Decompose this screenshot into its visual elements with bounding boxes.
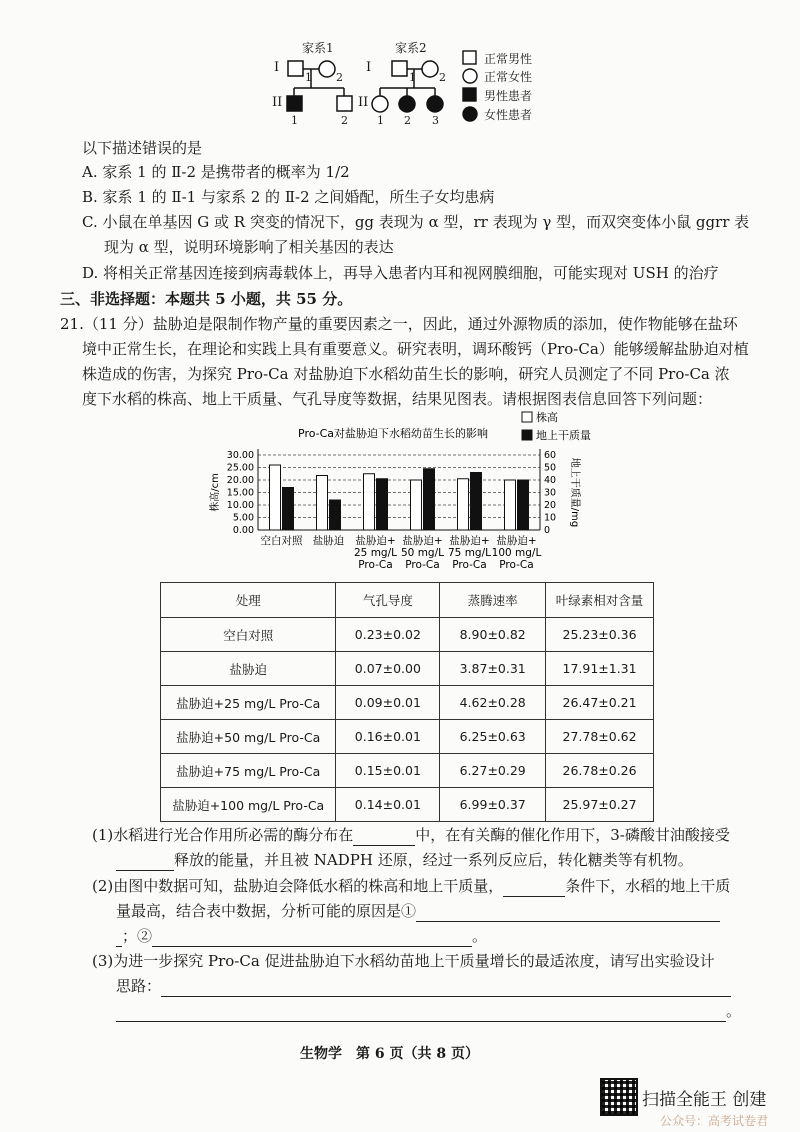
f2-gen-II-label: II [358, 95, 369, 110]
category-label: 盐胁迫+ [355, 535, 396, 547]
category-label: 盐胁迫+ [449, 535, 490, 547]
category-label: Pro-Ca [499, 559, 534, 571]
q20-stem: 以下描述错误的是 [82, 139, 203, 157]
table-row [161, 754, 654, 788]
chart-svg [200, 410, 610, 575]
f1-gen-I-label: I [274, 60, 280, 75]
f1-I2-normal-female [319, 61, 335, 77]
q21-line-4: 度下水稻的株高、地上干质量、气孔导度等数据，结果见图表。请根据图表信息回答下列问题： [82, 390, 713, 408]
bar-mass [377, 479, 388, 530]
left-axis-label: 株高/cm [210, 473, 221, 512]
legend-normal-male-icon [463, 51, 476, 64]
bar-mass [471, 473, 482, 531]
watermark: 公众号：高考试卷君 [660, 1114, 769, 1128]
q21-2-blank-4[interactable] [152, 928, 472, 947]
category-label: 盐胁迫+ [496, 535, 537, 547]
cell-transpiration: 6.27±0.29 [440, 754, 546, 788]
qr-code-icon [600, 1078, 638, 1116]
q21-3-line-2: 思路： [116, 975, 731, 997]
table-row [161, 686, 654, 720]
right-tick-label: 30 [544, 487, 557, 499]
cell-treatment: 盐胁迫 [161, 652, 336, 686]
legend-mass-swatch [522, 430, 532, 440]
q21-3-blank-1[interactable] [161, 978, 731, 997]
q21-1-line-2: 释放的能量，并且被 NADPH 还原，经过一系列反应后，转化糖类等有机物。 [116, 849, 693, 871]
f2-II1-num: 1 [377, 114, 384, 127]
table-row [161, 788, 654, 822]
cell-stomatal: 0.15±0.01 [336, 754, 440, 788]
cell-treatment: 盐胁迫+75 mg/L Pro-Ca [161, 754, 336, 788]
left-tick-label: 0.00 [232, 525, 254, 536]
cell-chlorophyll: 25.23±0.36 [546, 618, 654, 652]
cell-chlorophyll: 27.78±0.62 [546, 720, 654, 754]
right-tick-label: 20 [544, 500, 557, 511]
category-label: 75 mg/L [448, 547, 491, 559]
f1-II1-num: 1 [291, 114, 298, 127]
right-tick-label: 40 [544, 475, 557, 486]
q21-3-blank-2[interactable] [116, 1003, 726, 1022]
bar-mass [518, 480, 529, 530]
legend-height-swatch [522, 412, 532, 422]
q21-1-blank-2[interactable] [116, 852, 174, 871]
legend-normal-female: 正常女性 [484, 70, 533, 84]
category-label: 空白对照 [260, 535, 303, 547]
category-label: 盐胁迫+ [402, 535, 443, 547]
legend-affected-male: 男性患者 [484, 89, 533, 103]
legend-normal-female-icon [463, 69, 477, 83]
table-row [161, 652, 654, 686]
q20-option-d: D. 将相关正常基因连接到病毒载体上，再导入患者内耳和视网膜细胞，可能实现对 USH 的治疗 [82, 264, 719, 282]
f2-II3-affected-female [427, 96, 443, 112]
right-axis-label: 地上干质量/mg [569, 457, 580, 528]
q21-2-line-3: ；② 。 [116, 925, 487, 947]
bar-height [505, 480, 516, 530]
legend-height-label: 株高 [536, 411, 558, 424]
header-transpiration-rate: 蒸腾速率 [440, 583, 546, 618]
category-label: 25 mg/L [354, 547, 397, 559]
cell-chlorophyll: 25.97±0.27 [546, 788, 654, 822]
cell-transpiration: 4.62±0.28 [440, 686, 546, 720]
f1-I2-num: 2 [336, 71, 343, 84]
bar-mass [424, 469, 435, 530]
bar-height [317, 476, 328, 531]
cell-treatment: 盐胁迫+100 mg/L Pro-Ca [161, 788, 336, 822]
category-label: 50 mg/L [401, 547, 444, 559]
family2-title: 家系2 [395, 41, 427, 55]
bar-mass [330, 500, 341, 530]
family1-title: 家系1 [302, 41, 334, 55]
f2-I1-num: 1 [409, 71, 416, 84]
q21-3-line-1: (3)为进一步探究 Pro-Ca 促进盐胁迫下水稻幼苗地上干质量增长的最适浓度，请写出实验设计 [92, 952, 715, 970]
f1-II1-affected-male [287, 96, 302, 111]
table-header-row [161, 583, 654, 618]
category-label: Pro-Ca [452, 559, 487, 571]
cell-treatment: 盐胁迫+25 mg/L Pro-Ca [161, 686, 336, 720]
chart-title: Pro-Ca对盐胁迫下水稻幼苗生长的影响 [298, 427, 489, 440]
f2-II2-num: 2 [404, 114, 411, 127]
cell-chlorophyll: 26.78±0.26 [546, 754, 654, 788]
f2-II1-normal-female [372, 96, 388, 112]
bar-chart [200, 410, 610, 575]
f1-gen-II-label: II [272, 95, 283, 110]
f2-II3-num: 3 [432, 114, 439, 127]
q21-2-line-2: 量最高，结合表中数据，分析可能的原因是① [116, 900, 720, 922]
cell-chlorophyll: 26.47±0.21 [546, 686, 654, 720]
cell-treatment: 盐胁迫+50 mg/L Pro-Ca [161, 720, 336, 754]
category-label: Pro-Ca [358, 559, 393, 571]
cell-transpiration: 8.90±0.82 [440, 618, 546, 652]
bar-height [411, 480, 422, 530]
f2-gen-I-label: I [366, 60, 372, 75]
cell-treatment: 空白对照 [161, 618, 336, 652]
f2-I2-normal-female [422, 61, 438, 77]
f2-I2-num: 2 [439, 71, 446, 84]
cell-chlorophyll: 17.91±1.31 [546, 652, 654, 686]
q21-2-line-1: (2)由图中数据可知，盐胁迫会降低水稻的株高和地上干质量， 条件下，水稻的地上干质 [92, 877, 731, 895]
right-tick-label: 50 [544, 462, 557, 474]
left-tick-label: 10.00 [226, 500, 254, 511]
f2-I1-normal-male [392, 61, 407, 76]
section-3-heading: 三、非选择题：本题共 5 小题，共 55 分。 [60, 290, 353, 308]
left-tick-label: 30.00 [226, 450, 254, 461]
bar-mass [283, 488, 294, 531]
category-label: Pro-Ca [405, 559, 440, 571]
category-label: 100 mg/L [491, 547, 542, 559]
q21-2-blank-1[interactable] [503, 878, 565, 897]
cell-transpiration: 3.87±0.31 [440, 652, 546, 686]
q21-1-line-1: (1)水稻进行光合作用所必需的酶分布在 中，在有关酶的催化作用下，3-磷酸甘油酸接受 [92, 826, 730, 844]
bar-height [270, 465, 281, 530]
category-label: 盐胁迫 [312, 535, 345, 547]
q21-1-blank-1[interactable] [353, 827, 415, 846]
right-tick-label: 0 [544, 525, 551, 536]
cell-transpiration: 6.99±0.37 [440, 788, 546, 822]
cell-stomatal: 0.14±0.01 [336, 788, 440, 822]
data-table [160, 582, 654, 822]
q20-option-a: A. 家系 1 的 Ⅱ-2 是携带者的概率为 1/2 [82, 163, 350, 181]
legend-mass-label: 地上干质量 [536, 429, 591, 442]
left-tick-label: 20.00 [226, 475, 254, 486]
q21-2-blank-2[interactable] [416, 903, 720, 922]
right-tick-label: 10 [544, 512, 557, 524]
f1-I1-num: 1 [305, 71, 312, 84]
legend-normal-male: 正常男性 [484, 52, 533, 66]
q21-3-line-3: 。 [116, 1000, 741, 1022]
table-row [161, 720, 654, 754]
page-footer: 生物学 第 6 页（共 8 页） [300, 1046, 479, 1062]
cell-transpiration: 6.25±0.63 [440, 720, 546, 754]
q21-line-3: 株造成的伤害，为探究 Pro-Ca 对盐胁迫下水稻幼苗生长的影响，研究人员测定了不同 Pro-Ca 浓 [82, 365, 730, 383]
bar-height [364, 474, 375, 530]
cell-stomatal: 0.23±0.02 [336, 618, 440, 652]
cell-stomatal: 0.07±0.00 [336, 652, 440, 686]
right-tick-label: 60 [544, 450, 557, 461]
header-stomatal-conductance: 气孔导度 [336, 583, 440, 618]
table-row [161, 618, 654, 652]
cell-stomatal: 0.16±0.01 [336, 720, 440, 754]
q21-line-2: 境中正常生长，在理论和实践上具有重要意义。研究表明，调环酸钙（Pro-Ca）能够缓解盐胁迫对植 [82, 340, 749, 358]
pedigree-figure [270, 38, 600, 130]
legend-affected-male-icon [463, 88, 476, 101]
scanner-brand: 扫描全能王 创建 [642, 1090, 767, 1110]
legend-affected-female-icon [463, 107, 477, 121]
cell-stomatal: 0.09±0.01 [336, 686, 440, 720]
f1-II2-num: 2 [341, 114, 348, 127]
f2-II2-affected-female [399, 96, 415, 112]
left-tick-label: 25.00 [226, 462, 254, 474]
header-treatment: 处理 [161, 583, 336, 618]
q20-option-c-cont: 现为 α 型，说明环境影响了相关基因的表达 [104, 238, 394, 256]
bar-height [458, 479, 469, 530]
header-chlorophyll: 叶绿素相对含量 [546, 583, 654, 618]
q21-line-1: 21.（11 分）盐胁迫是限制作物产量的重要因素之一，因此，通过外源物质的添加，使作物能够在盐环 [60, 315, 738, 333]
left-tick-label: 5.00 [232, 512, 254, 524]
legend-affected-female: 女性患者 [484, 108, 533, 122]
f1-I1-normal-male [288, 61, 303, 76]
f1-II2-normal-male [337, 96, 352, 111]
q20-option-b: B. 家系 1 的 Ⅱ-1 与家系 2 的 Ⅱ-2 之间婚配，所生子女均患病 [82, 188, 495, 206]
left-tick-label: 15.00 [226, 487, 254, 499]
q20-option-c: C. 小鼠在单基因 G 或 R 突变的情况下，gg 表现为 α 型，rr 表现为 γ 型，而双突变体小鼠 ggrr 表 [82, 213, 750, 231]
